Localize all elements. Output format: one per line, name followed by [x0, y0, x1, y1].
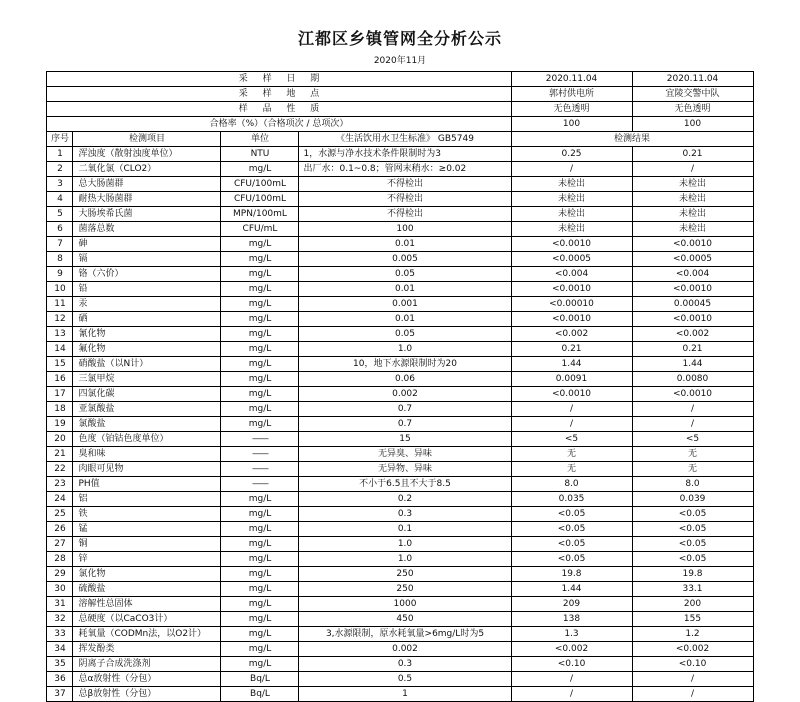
column-header-result: 检测结果	[511, 132, 753, 147]
cell-no: 20	[47, 432, 73, 447]
cell-item: 耗氧量（CODMn法，以O2计）	[73, 627, 221, 642]
table-row	[47, 492, 753, 507]
label-pass-rate: 合格率（%）（合格项次 / 总项次）	[47, 117, 511, 132]
cell-item: 硫酸盐	[73, 582, 221, 597]
table-row	[47, 357, 753, 372]
cell-result-1: <0.002	[511, 327, 632, 342]
cell-item: 铬（六价）	[73, 267, 221, 282]
value-sample-property-2: 无色透明	[632, 102, 753, 117]
cell-result-2: <0.0010	[632, 387, 753, 402]
cell-item: 氰化物	[73, 327, 221, 342]
cell-result-1: 1.3	[511, 627, 632, 642]
cell-no: 34	[47, 642, 73, 657]
cell-item: 总硬度（以CaCO3计）	[73, 612, 221, 627]
cell-no: 7	[47, 237, 73, 252]
header-row-pass-rate	[47, 117, 753, 132]
header-row-sample-property	[47, 102, 753, 117]
cell-result-1: 0.21	[511, 342, 632, 357]
cell-item: 硝酸盐（以N计）	[73, 357, 221, 372]
cell-result-1: 8.0	[511, 477, 632, 492]
cell-unit: Bq/L	[221, 672, 299, 687]
cell-unit: NTU	[221, 147, 299, 162]
cell-standard: 无异臭、异味	[299, 447, 511, 462]
cell-standard: 15	[299, 432, 511, 447]
table-row	[47, 192, 753, 207]
cell-item: 臭和味	[73, 447, 221, 462]
cell-result-2: 0.039	[632, 492, 753, 507]
cell-standard: 无异物、异味	[299, 462, 511, 477]
cell-result-2: 0.21	[632, 147, 753, 162]
cell-result-2: <0.05	[632, 537, 753, 552]
cell-no: 4	[47, 192, 73, 207]
cell-no: 16	[47, 372, 73, 387]
cell-unit: mg/L	[221, 327, 299, 342]
cell-result-2: 8.0	[632, 477, 753, 492]
cell-standard: 1	[299, 687, 511, 702]
cell-no: 31	[47, 597, 73, 612]
cell-result-2: 1.44	[632, 357, 753, 372]
cell-result-2: 未检出	[632, 192, 753, 207]
cell-unit: mg/L	[221, 507, 299, 522]
analysis-table	[46, 71, 753, 702]
table-row	[47, 477, 753, 492]
document-page	[0, 26, 800, 699]
cell-unit: mg/L	[221, 417, 299, 432]
cell-no: 28	[47, 552, 73, 567]
cell-no: 6	[47, 222, 73, 237]
cell-item: 镉	[73, 252, 221, 267]
cell-result-1: <0.0010	[511, 237, 632, 252]
cell-item: 四氯化碳	[73, 387, 221, 402]
table-row	[47, 582, 753, 597]
cell-item: 氯化物	[73, 567, 221, 582]
cell-result-2: <0.002	[632, 327, 753, 342]
cell-result-2: <0.004	[632, 267, 753, 282]
cell-standard: 1.0	[299, 552, 511, 567]
table-row	[47, 177, 753, 192]
value-sample-property-1: 无色透明	[511, 102, 632, 117]
cell-unit: mg/L	[221, 642, 299, 657]
table-row	[47, 657, 753, 672]
cell-standard: 0.3	[299, 657, 511, 672]
cell-result-2: 0.0080	[632, 372, 753, 387]
cell-result-2: 1.2	[632, 627, 753, 642]
cell-standard: 0.5	[299, 672, 511, 687]
table-row	[47, 252, 753, 267]
table-row	[47, 282, 753, 297]
cell-no: 21	[47, 447, 73, 462]
cell-result-1: /	[511, 417, 632, 432]
cell-result-2: 33.1	[632, 582, 753, 597]
cell-no: 27	[47, 537, 73, 552]
cell-no: 5	[47, 207, 73, 222]
cell-standard: 3,水源限制，原水耗氧量>6mg/L时为5	[299, 627, 511, 642]
table-row	[47, 342, 753, 357]
cell-no: 37	[47, 687, 73, 702]
cell-item: 总β放射性（分包）	[73, 687, 221, 702]
cell-item: 浑浊度（散射浊度单位）	[73, 147, 221, 162]
cell-result-2: /	[632, 672, 753, 687]
table-row	[47, 327, 753, 342]
cell-standard: 0.7	[299, 417, 511, 432]
cell-result-2: <0.05	[632, 522, 753, 537]
cell-result-2: 155	[632, 612, 753, 627]
cell-no: 11	[47, 297, 73, 312]
cell-unit: mg/L	[221, 267, 299, 282]
cell-result-1: /	[511, 687, 632, 702]
cell-result-1: /	[511, 402, 632, 417]
table-row	[47, 297, 753, 312]
cell-standard: 0.002	[299, 642, 511, 657]
cell-item: 锌	[73, 552, 221, 567]
table-row	[47, 687, 753, 702]
cell-no: 2	[47, 162, 73, 177]
cell-result-1: <0.05	[511, 507, 632, 522]
cell-result-1: <0.05	[511, 537, 632, 552]
cell-result-2: 0.00045	[632, 297, 753, 312]
table-row	[47, 222, 753, 237]
cell-unit: ——	[221, 462, 299, 477]
cell-result-1: 138	[511, 612, 632, 627]
value-sample-date-2: 2020.11.04	[632, 72, 753, 87]
cell-unit: mg/L	[221, 402, 299, 417]
cell-result-1: <0.0010	[511, 387, 632, 402]
cell-unit: ——	[221, 432, 299, 447]
cell-no: 15	[47, 357, 73, 372]
cell-unit: mg/L	[221, 372, 299, 387]
cell-no: 35	[47, 657, 73, 672]
cell-standard: 250	[299, 567, 511, 582]
cell-result-2: <5	[632, 432, 753, 447]
cell-item: 铜	[73, 537, 221, 552]
table-row	[47, 537, 753, 552]
cell-result-2: <0.05	[632, 507, 753, 522]
cell-unit: mg/L	[221, 552, 299, 567]
page-subtitle: 2020年11月	[373, 56, 427, 66]
cell-item: 三氯甲烷	[73, 372, 221, 387]
cell-result-1: 未检出	[511, 192, 632, 207]
cell-no: 24	[47, 492, 73, 507]
table-row	[47, 462, 753, 477]
cell-standard: 0.001	[299, 297, 511, 312]
cell-result-2: /	[632, 417, 753, 432]
cell-unit: mg/L	[221, 357, 299, 372]
cell-result-2: 未检出	[632, 177, 753, 192]
cell-no: 32	[47, 612, 73, 627]
cell-standard: 0.005	[299, 252, 511, 267]
cell-result-2: <0.05	[632, 552, 753, 567]
cell-unit: mg/L	[221, 567, 299, 582]
cell-result-2: /	[632, 162, 753, 177]
cell-result-1: 19.8	[511, 567, 632, 582]
cell-no: 25	[47, 507, 73, 522]
cell-unit: mg/L	[221, 492, 299, 507]
cell-item: 铅	[73, 282, 221, 297]
cell-unit: mg/L	[221, 342, 299, 357]
table-row	[47, 312, 753, 327]
cell-no: 26	[47, 522, 73, 537]
cell-result-1: 0.035	[511, 492, 632, 507]
value-sample-date-1: 2020.11.04	[511, 72, 632, 87]
cell-result-2: 19.8	[632, 567, 753, 582]
cell-unit: CFU/100mL	[221, 192, 299, 207]
table-row	[47, 207, 753, 222]
cell-result-1: <5	[511, 432, 632, 447]
header-row-sample-location	[47, 87, 753, 102]
table-row	[47, 627, 753, 642]
cell-result-2: /	[632, 687, 753, 702]
cell-no: 12	[47, 312, 73, 327]
cell-no: 17	[47, 387, 73, 402]
cell-unit: mg/L	[221, 237, 299, 252]
cell-result-2: <0.0010	[632, 237, 753, 252]
cell-standard: 1000	[299, 597, 511, 612]
cell-result-2: <0.0010	[632, 282, 753, 297]
table-row	[47, 372, 753, 387]
table-row	[47, 567, 753, 582]
cell-result-2: 未检出	[632, 207, 753, 222]
page-title: 江都区乡镇管网全分析公示	[297, 29, 502, 48]
column-header-row	[47, 132, 753, 147]
cell-result-2: <0.0010	[632, 312, 753, 327]
cell-item: 阴离子合成洗涤剂	[73, 657, 221, 672]
cell-item: 铁	[73, 507, 221, 522]
cell-standard: 不小于6.5且不大于8.5	[299, 477, 511, 492]
cell-standard: 10，地下水源限制时为20	[299, 357, 511, 372]
cell-item: 氯酸盐	[73, 417, 221, 432]
cell-item: 挥发酚类	[73, 642, 221, 657]
cell-standard: 0.05	[299, 267, 511, 282]
cell-result-2: <0.0005	[632, 252, 753, 267]
table-row	[47, 267, 753, 282]
cell-result-2: 200	[632, 597, 753, 612]
cell-result-1: 未检出	[511, 207, 632, 222]
label-sample-date: 采 样 日 期	[47, 72, 511, 87]
cell-unit: mg/L	[221, 657, 299, 672]
cell-unit: mg/L	[221, 522, 299, 537]
cell-item: 汞	[73, 297, 221, 312]
cell-result-1: 未检出	[511, 222, 632, 237]
cell-standard: 1，水源与净水技术条件限制时为3	[299, 147, 511, 162]
cell-result-1: <0.0010	[511, 282, 632, 297]
table-body	[47, 72, 753, 702]
cell-item: 氟化物	[73, 342, 221, 357]
cell-result-2: <0.10	[632, 657, 753, 672]
cell-standard: 出厂水：0.1~0.8；管网末稍水：≥0.02	[299, 162, 511, 177]
table-row	[47, 237, 753, 252]
cell-result-1: <0.002	[511, 642, 632, 657]
table-row	[47, 417, 753, 432]
cell-no: 30	[47, 582, 73, 597]
cell-unit: mg/L	[221, 297, 299, 312]
cell-result-1: <0.00010	[511, 297, 632, 312]
cell-standard: 0.2	[299, 492, 511, 507]
cell-no: 19	[47, 417, 73, 432]
cell-standard: 0.002	[299, 387, 511, 402]
cell-item: 肉眼可见物	[73, 462, 221, 477]
table-row	[47, 552, 753, 567]
cell-standard: 0.3	[299, 507, 511, 522]
cell-unit: mg/L	[221, 282, 299, 297]
cell-no: 18	[47, 402, 73, 417]
cell-no: 14	[47, 342, 73, 357]
cell-result-1: 无	[511, 462, 632, 477]
cell-result-2: 未检出	[632, 222, 753, 237]
header-row-sample-date	[47, 72, 753, 87]
cell-unit: mg/L	[221, 252, 299, 267]
cell-no: 22	[47, 462, 73, 477]
cell-standard: 不得检出	[299, 207, 511, 222]
cell-result-1: 无	[511, 447, 632, 462]
column-header-item: 检测项目	[73, 132, 221, 147]
cell-unit: mg/L	[221, 312, 299, 327]
cell-result-1: /	[511, 672, 632, 687]
cell-no: 10	[47, 282, 73, 297]
cell-standard: 1.0	[299, 342, 511, 357]
cell-result-1: <0.004	[511, 267, 632, 282]
cell-standard: 不得检出	[299, 192, 511, 207]
cell-item: 菌落总数	[73, 222, 221, 237]
cell-unit: Bq/L	[221, 687, 299, 702]
cell-result-1: <0.10	[511, 657, 632, 672]
cell-standard: 不得检出	[299, 177, 511, 192]
cell-no: 3	[47, 177, 73, 192]
cell-standard: 1.0	[299, 537, 511, 552]
cell-standard: 0.06	[299, 372, 511, 387]
value-pass-rate-2: 100	[632, 117, 753, 132]
cell-item: 总大肠菌群	[73, 177, 221, 192]
cell-result-2: /	[632, 402, 753, 417]
cell-result-1: 0.25	[511, 147, 632, 162]
cell-no: 8	[47, 252, 73, 267]
cell-unit: mg/L	[221, 582, 299, 597]
cell-result-1: 1.44	[511, 357, 632, 372]
table-row	[47, 672, 753, 687]
cell-unit: mg/L	[221, 537, 299, 552]
cell-unit: ——	[221, 447, 299, 462]
cell-standard: 450	[299, 612, 511, 627]
value-sample-location-2: 宜陵交警中队	[632, 87, 753, 102]
table-row	[47, 642, 753, 657]
cell-unit: CFU/100mL	[221, 177, 299, 192]
cell-result-1: 未检出	[511, 177, 632, 192]
table-row	[47, 612, 753, 627]
cell-result-1: <0.0010	[511, 312, 632, 327]
cell-standard: 0.01	[299, 312, 511, 327]
cell-unit: mg/L	[221, 597, 299, 612]
column-header-no: 序号	[47, 132, 73, 147]
label-sample-location: 采 样 地 点	[47, 87, 511, 102]
cell-item: PH值	[73, 477, 221, 492]
cell-item: 大肠埃希氏菌	[73, 207, 221, 222]
cell-result-1: 1.44	[511, 582, 632, 597]
cell-standard: 0.05	[299, 327, 511, 342]
table-row	[47, 507, 753, 522]
cell-standard: 0.1	[299, 522, 511, 537]
cell-item: 色度（铂钴色度单位）	[73, 432, 221, 447]
table-row	[47, 432, 753, 447]
cell-item: 砷	[73, 237, 221, 252]
cell-no: 36	[47, 672, 73, 687]
cell-item: 锰	[73, 522, 221, 537]
table-row	[47, 147, 753, 162]
cell-result-1: /	[511, 162, 632, 177]
cell-result-1: 0.0091	[511, 372, 632, 387]
table-row	[47, 522, 753, 537]
cell-item: 总α放射性（分包）	[73, 672, 221, 687]
cell-no: 29	[47, 567, 73, 582]
label-sample-property: 样 品 性 质	[47, 102, 511, 117]
value-pass-rate-1: 100	[511, 117, 632, 132]
cell-item: 二氧化氯（CLO2）	[73, 162, 221, 177]
cell-result-2: <0.002	[632, 642, 753, 657]
cell-result-2: 无	[632, 447, 753, 462]
cell-unit: mg/L	[221, 627, 299, 642]
cell-unit: MPN/100mL	[221, 207, 299, 222]
cell-item: 铝	[73, 492, 221, 507]
cell-result-1: <0.05	[511, 522, 632, 537]
cell-no: 1	[47, 147, 73, 162]
cell-item: 溶解性总固体	[73, 597, 221, 612]
cell-standard: 0.7	[299, 402, 511, 417]
cell-no: 9	[47, 267, 73, 282]
cell-standard: 0.01	[299, 237, 511, 252]
table-row	[47, 447, 753, 462]
cell-item: 耐热大肠菌群	[73, 192, 221, 207]
cell-result-1: 209	[511, 597, 632, 612]
table-row	[47, 597, 753, 612]
table-row	[47, 402, 753, 417]
cell-standard: 250	[299, 582, 511, 597]
cell-no: 23	[47, 477, 73, 492]
table-row	[47, 387, 753, 402]
value-sample-location-1: 郭村供电所	[511, 87, 632, 102]
cell-result-2: 无	[632, 462, 753, 477]
cell-unit: mg/L	[221, 387, 299, 402]
cell-item: 亚氯酸盐	[73, 402, 221, 417]
column-header-unit: 单位	[221, 132, 299, 147]
cell-unit: mg/L	[221, 612, 299, 627]
cell-no: 33	[47, 627, 73, 642]
cell-item: 硒	[73, 312, 221, 327]
cell-no: 13	[47, 327, 73, 342]
table-row	[47, 162, 753, 177]
cell-result-1: <0.0005	[511, 252, 632, 267]
cell-standard: 0.01	[299, 282, 511, 297]
cell-result-1: <0.05	[511, 552, 632, 567]
column-header-standard: 《生活饮用水卫生标准》 GB5749	[299, 132, 511, 147]
cell-unit: mg/L	[221, 162, 299, 177]
cell-result-2: 0.21	[632, 342, 753, 357]
cell-standard: 100	[299, 222, 511, 237]
cell-unit: ——	[221, 477, 299, 492]
cell-unit: CFU/mL	[221, 222, 299, 237]
